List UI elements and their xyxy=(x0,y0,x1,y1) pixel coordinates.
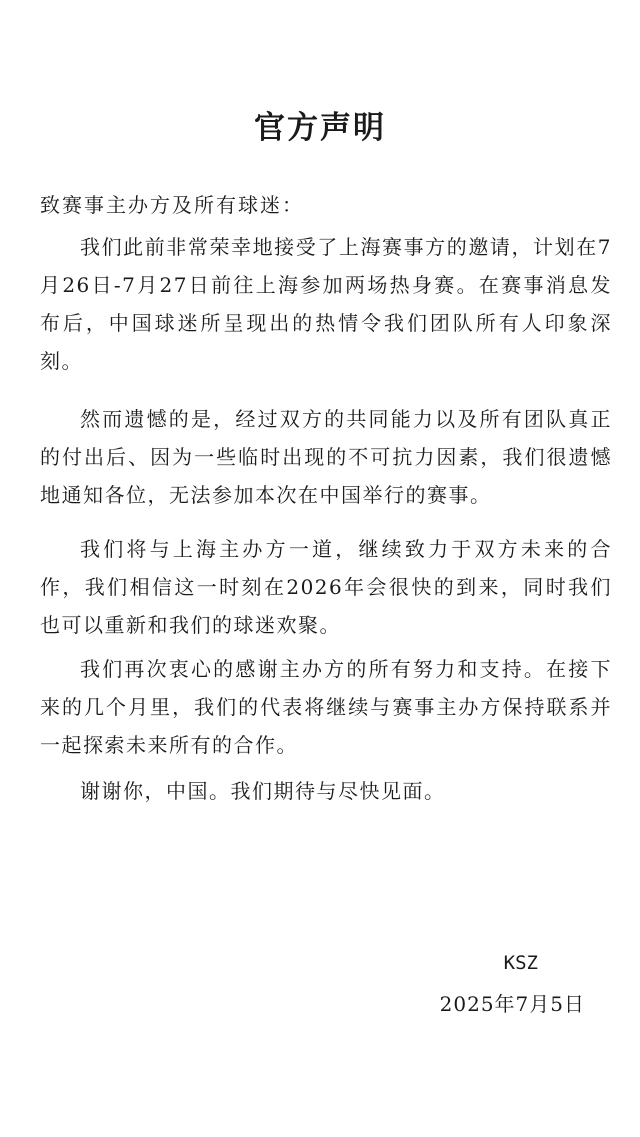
signer-name: KSZ xyxy=(503,952,538,974)
paragraph-closing: 谢谢你，中国。我们期待与尽快见面。 xyxy=(80,779,446,803)
statement-date: 2025年7月5日 xyxy=(439,992,585,1016)
paragraph-future-cooperation: 我们将与上海主办方一道，继续致力于双方未来的合作，我们相信这一时刻在2026年会很快的到来，同时我们也可以重新和我们的球迷欢聚。 xyxy=(40,537,612,637)
paragraph-invitation: 我们此前非常荣幸地接受了上海赛事方的邀请，计划在7月26日-7月27日前往上海参加两场热身赛。在赛事消息发布后，中国球迷所呈现出的热情令我们团队所有人印象深刻。 xyxy=(40,235,612,373)
paragraph-thanks: 我们再次衷心的感谢主办方的所有努力和支持。在接下来的几个月里，我们的代表将继续与赛事主办方保持联系并一起探索未来所有的合作。 xyxy=(40,657,612,757)
statement-title: 官方声明 xyxy=(254,110,386,146)
paragraph-cancellation: 然而遗憾的是，经过双方的共同能力以及所有团队真正的付出后、因为一些临时出现的不可抗力因素，我们很遗憾地通知各位，无法参加本次在中国举行的赛事。 xyxy=(40,407,612,507)
salutation: 致赛事主办方及所有球迷： xyxy=(40,193,304,217)
